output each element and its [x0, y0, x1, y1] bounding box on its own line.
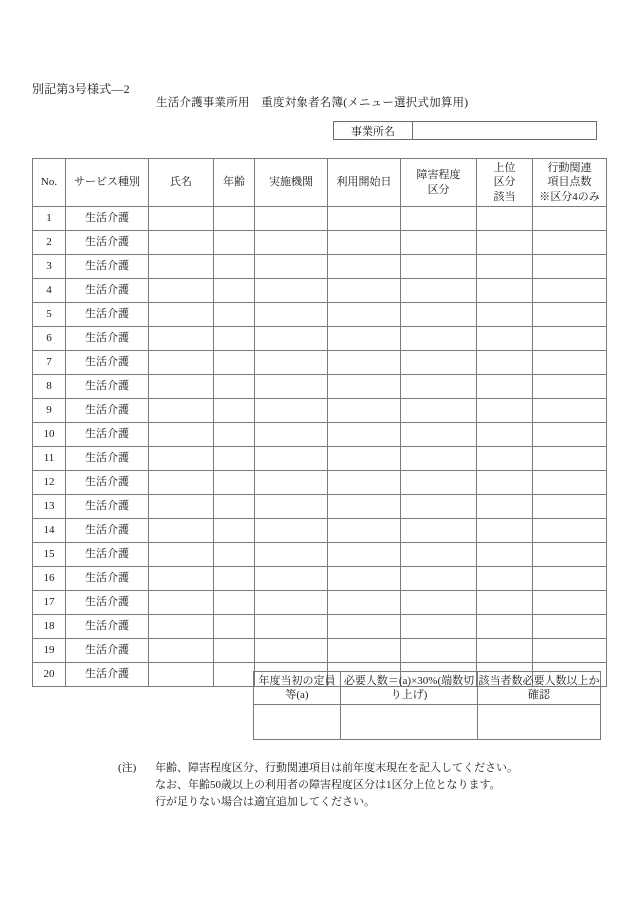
roster-cell-points[interactable] — [533, 639, 607, 663]
summary-col-header-capacity — [254, 672, 341, 705]
table-row — [33, 591, 607, 615]
table-row — [33, 255, 607, 279]
roster-cell-name[interactable] — [149, 351, 214, 375]
roster-cell-service: 生活介護 — [66, 423, 149, 447]
roster-cell-upper[interactable] — [477, 375, 533, 399]
roster-cell-service: 生活介護 — [66, 231, 149, 255]
roster-table-body — [33, 207, 607, 687]
roster-cell-age[interactable] — [214, 279, 255, 303]
roster-col-header-service: サービス種別 — [66, 159, 149, 207]
summary-cell-required[interactable] — [341, 705, 478, 740]
roster-cell-service: 生活介護 — [66, 255, 149, 279]
roster-cell-start[interactable] — [328, 207, 401, 231]
summary-table-body — [254, 705, 601, 740]
roster-cell-upper[interactable] — [477, 399, 533, 423]
roster-cell-level[interactable] — [401, 231, 477, 255]
roster-cell-age[interactable] — [214, 615, 255, 639]
roster-cell-org[interactable] — [255, 351, 328, 375]
roster-cell-upper[interactable] — [477, 543, 533, 567]
table-row — [33, 639, 607, 663]
summary-col-header-actual — [478, 672, 601, 705]
office-name-label: 事業所名 — [334, 122, 413, 139]
roster-cell-level[interactable] — [401, 639, 477, 663]
roster-cell-start[interactable] — [328, 447, 401, 471]
roster-col-header-upper-line: 該当 — [493, 190, 516, 203]
roster-cell-age[interactable] — [214, 639, 255, 663]
table-row — [33, 399, 607, 423]
roster-cell-level[interactable] — [401, 495, 477, 519]
roster-cell-name[interactable] — [149, 591, 214, 615]
note-line — [118, 760, 518, 777]
roster-cell-age[interactable] — [214, 231, 255, 255]
roster-cell-no: 18 — [33, 615, 66, 639]
roster-cell-no: 19 — [33, 639, 66, 663]
roster-cell-name[interactable] — [149, 615, 214, 639]
roster-cell-upper[interactable] — [477, 327, 533, 351]
roster-cell-start[interactable] — [328, 255, 401, 279]
note-text: 年齢、障害程度区分、行動関連項目は前年度末現在を記入してください。 — [155, 762, 518, 774]
roster-cell-no: 1 — [33, 207, 66, 231]
roster-cell-org[interactable] — [255, 231, 328, 255]
roster-cell-no: 3 — [33, 255, 66, 279]
office-name-field — [333, 121, 597, 140]
roster-cell-points[interactable] — [533, 303, 607, 327]
roster-cell-points[interactable] — [533, 399, 607, 423]
roster-cell-start[interactable] — [328, 279, 401, 303]
roster-cell-service: 生活介護 — [66, 279, 149, 303]
roster-cell-no: 5 — [33, 303, 66, 327]
roster-cell-org[interactable] — [255, 207, 328, 231]
roster-cell-start[interactable] — [328, 375, 401, 399]
summary-col-header-required-line: 必要人数＝(a)×30% — [343, 674, 438, 687]
roster-cell-service: 生活介護 — [66, 567, 149, 591]
roster-cell-points[interactable] — [533, 375, 607, 399]
summary-table — [253, 671, 601, 740]
roster-cell-upper[interactable] — [477, 615, 533, 639]
roster-cell-no: 2 — [33, 231, 66, 255]
roster-cell-name[interactable] — [149, 279, 214, 303]
table-row — [33, 231, 607, 255]
roster-cell-service: 生活介護 — [66, 447, 149, 471]
roster-cell-name[interactable] — [149, 495, 214, 519]
summary-col-header-actual-line: 必要人数以上か確認 — [522, 674, 600, 701]
roster-cell-start[interactable] — [328, 423, 401, 447]
roster-cell-upper[interactable] — [477, 255, 533, 279]
roster-cell-org[interactable] — [255, 615, 328, 639]
roster-cell-start[interactable] — [328, 591, 401, 615]
office-name-input[interactable] — [413, 122, 596, 139]
roster-cell-points[interactable] — [533, 471, 607, 495]
roster-cell-no: 20 — [33, 663, 66, 687]
roster-cell-points[interactable] — [533, 351, 607, 375]
note-line — [118, 777, 518, 794]
roster-cell-name[interactable] — [149, 327, 214, 351]
roster-col-header-name: 氏名 — [149, 159, 214, 207]
roster-col-header-org: 実施機関 — [255, 159, 328, 207]
roster-header-row — [33, 159, 607, 207]
roster-cell-age[interactable] — [214, 423, 255, 447]
summary-col-header-required-line: (端数切り上げ) — [390, 674, 475, 701]
roster-col-header-level — [401, 159, 477, 207]
roster-cell-upper[interactable] — [477, 519, 533, 543]
roster-cell-age[interactable] — [214, 351, 255, 375]
roster-cell-service: 生活介護 — [66, 375, 149, 399]
roster-cell-org[interactable] — [255, 327, 328, 351]
roster-cell-no: 11 — [33, 447, 66, 471]
roster-cell-start[interactable] — [328, 615, 401, 639]
roster-cell-service: 生活介護 — [66, 399, 149, 423]
form-code: 別記第3号様式―2 — [32, 82, 130, 96]
roster-cell-service: 生活介護 — [66, 327, 149, 351]
roster-cell-age[interactable] — [214, 567, 255, 591]
roster-cell-points[interactable] — [533, 447, 607, 471]
roster-cell-no: 17 — [33, 591, 66, 615]
summary-col-header-capacity-line: 定員等(a) — [285, 674, 336, 701]
roster-col-header-age: 年齢 — [214, 159, 255, 207]
roster-cell-org[interactable] — [255, 591, 328, 615]
roster-col-header-points-line: 項目点数 — [547, 176, 592, 189]
roster-cell-org[interactable] — [255, 639, 328, 663]
roster-cell-name[interactable] — [149, 471, 214, 495]
roster-cell-upper[interactable] — [477, 495, 533, 519]
roster-cell-no: 12 — [33, 471, 66, 495]
roster-cell-name[interactable] — [149, 207, 214, 231]
roster-col-header-points-line: 行動関連 — [547, 162, 592, 175]
roster-cell-level[interactable] — [401, 255, 477, 279]
roster-cell-points[interactable] — [533, 591, 607, 615]
summary-cell-actual[interactable] — [478, 705, 601, 740]
roster-cell-level[interactable] — [401, 327, 477, 351]
roster-cell-name[interactable] — [149, 663, 214, 687]
table-row — [33, 303, 607, 327]
roster-cell-upper[interactable] — [477, 471, 533, 495]
roster-cell-name[interactable] — [149, 519, 214, 543]
roster-cell-org[interactable] — [255, 471, 328, 495]
roster-cell-no: 15 — [33, 543, 66, 567]
roster-col-header-points — [533, 159, 607, 207]
roster-cell-org[interactable] — [255, 375, 328, 399]
roster-cell-start[interactable] — [328, 231, 401, 255]
roster-cell-upper[interactable] — [477, 279, 533, 303]
roster-cell-start[interactable] — [328, 471, 401, 495]
roster-cell-org[interactable] — [255, 423, 328, 447]
roster-cell-upper[interactable] — [477, 447, 533, 471]
roster-cell-points[interactable] — [533, 327, 607, 351]
table-row — [33, 519, 607, 543]
roster-cell-level[interactable] — [401, 447, 477, 471]
table-row — [33, 327, 607, 351]
roster-cell-org[interactable] — [255, 495, 328, 519]
roster-cell-level[interactable] — [401, 399, 477, 423]
roster-cell-name[interactable] — [149, 567, 214, 591]
roster-col-header-upper-line: 上位 — [493, 162, 516, 175]
roster-cell-service: 生活介護 — [66, 639, 149, 663]
roster-cell-start[interactable] — [328, 639, 401, 663]
summary-table-header — [254, 672, 601, 705]
roster-cell-points[interactable] — [533, 495, 607, 519]
roster-cell-upper[interactable] — [477, 231, 533, 255]
roster-cell-points[interactable] — [533, 255, 607, 279]
table-row — [33, 567, 607, 591]
roster-cell-start[interactable] — [328, 567, 401, 591]
roster-cell-points[interactable] — [533, 231, 607, 255]
roster-cell-level[interactable] — [401, 471, 477, 495]
roster-cell-upper[interactable] — [477, 567, 533, 591]
note-text: 行が足りない場合は適宜追加してください。 — [155, 796, 375, 808]
roster-cell-no: 16 — [33, 567, 66, 591]
roster-cell-start[interactable] — [328, 327, 401, 351]
summary-col-header-actual-line: 該当者数 — [478, 674, 523, 687]
roster-table-header — [33, 159, 607, 207]
roster-cell-level[interactable] — [401, 543, 477, 567]
roster-cell-org[interactable] — [255, 447, 328, 471]
roster-cell-name[interactable] — [149, 447, 214, 471]
roster-cell-name[interactable] — [149, 423, 214, 447]
note-marker: (注) — [118, 762, 137, 774]
roster-cell-age[interactable] — [214, 663, 255, 687]
roster-cell-age[interactable] — [214, 399, 255, 423]
roster-cell-start[interactable] — [328, 351, 401, 375]
roster-cell-age[interactable] — [214, 495, 255, 519]
roster-cell-service: 生活介護 — [66, 471, 149, 495]
roster-cell-age[interactable] — [214, 303, 255, 327]
roster-cell-upper[interactable] — [477, 639, 533, 663]
summary-header-row — [254, 672, 601, 705]
roster-cell-start[interactable] — [328, 495, 401, 519]
table-row — [33, 543, 607, 567]
roster-cell-org[interactable] — [255, 279, 328, 303]
roster-cell-age[interactable] — [214, 519, 255, 543]
roster-col-header-level-line: 障害程度 — [416, 169, 461, 182]
roster-cell-name[interactable] — [149, 375, 214, 399]
roster-cell-name[interactable] — [149, 303, 214, 327]
roster-cell-points[interactable] — [533, 615, 607, 639]
roster-cell-points[interactable] — [533, 519, 607, 543]
roster-cell-points[interactable] — [533, 567, 607, 591]
table-row — [33, 375, 607, 399]
summary-data-row — [254, 705, 601, 740]
roster-cell-level[interactable] — [401, 207, 477, 231]
summary-col-header-required — [341, 672, 478, 705]
roster-cell-points[interactable] — [533, 543, 607, 567]
roster-cell-points[interactable] — [533, 279, 607, 303]
roster-cell-no: 6 — [33, 327, 66, 351]
roster-cell-no: 14 — [33, 519, 66, 543]
note-text: なお、年齢50歳以上の利用者の障害程度区分は1区分上位となります。 — [155, 779, 501, 791]
roster-cell-age[interactable] — [214, 591, 255, 615]
roster-cell-level[interactable] — [401, 567, 477, 591]
summary-col-header-capacity-line: 年度当初の — [258, 674, 314, 687]
roster-col-header-start: 利用開始日 — [328, 159, 401, 207]
roster-cell-no: 4 — [33, 279, 66, 303]
roster-cell-org[interactable] — [255, 567, 328, 591]
roster-cell-level[interactable] — [401, 615, 477, 639]
roster-cell-org[interactable] — [255, 303, 328, 327]
roster-cell-org[interactable] — [255, 255, 328, 279]
roster-cell-org[interactable] — [255, 543, 328, 567]
roster-cell-start[interactable] — [328, 303, 401, 327]
roster-cell-points[interactable] — [533, 207, 607, 231]
table-row — [33, 207, 607, 231]
roster-cell-service: 生活介護 — [66, 207, 149, 231]
roster-cell-upper[interactable] — [477, 423, 533, 447]
roster-cell-points[interactable] — [533, 423, 607, 447]
roster-cell-level[interactable] — [401, 375, 477, 399]
roster-cell-no: 8 — [33, 375, 66, 399]
table-row — [33, 447, 607, 471]
roster-cell-age[interactable] — [214, 471, 255, 495]
roster-cell-upper[interactable] — [477, 351, 533, 375]
note-line — [118, 794, 518, 811]
roster-cell-name[interactable] — [149, 231, 214, 255]
table-row — [33, 615, 607, 639]
roster-cell-level[interactable] — [401, 279, 477, 303]
roster-cell-age[interactable] — [214, 375, 255, 399]
table-row — [33, 279, 607, 303]
roster-cell-upper[interactable] — [477, 303, 533, 327]
roster-cell-service: 生活介護 — [66, 615, 149, 639]
roster-cell-level[interactable] — [401, 423, 477, 447]
roster-cell-service: 生活介護 — [66, 351, 149, 375]
roster-cell-name[interactable] — [149, 399, 214, 423]
roster-col-header-level-line: 区分 — [427, 183, 450, 196]
roster-cell-start[interactable] — [328, 399, 401, 423]
roster-cell-age[interactable] — [214, 543, 255, 567]
roster-cell-name[interactable] — [149, 543, 214, 567]
roster-cell-age[interactable] — [214, 447, 255, 471]
summary-cell-capacity[interactable] — [254, 705, 341, 740]
roster-col-header-no: No. — [33, 159, 66, 207]
roster-cell-no: 7 — [33, 351, 66, 375]
roster-cell-age[interactable] — [214, 327, 255, 351]
roster-cell-level[interactable] — [401, 303, 477, 327]
roster-cell-age[interactable] — [214, 255, 255, 279]
notes-block — [118, 760, 518, 811]
roster-cell-org[interactable] — [255, 519, 328, 543]
roster-col-header-points-line: ※区分4のみ — [539, 190, 600, 203]
table-row — [33, 471, 607, 495]
roster-cell-level[interactable] — [401, 591, 477, 615]
roster-cell-start[interactable] — [328, 543, 401, 567]
roster-cell-no: 9 — [33, 399, 66, 423]
roster-cell-service: 生活介護 — [66, 543, 149, 567]
roster-cell-service: 生活介護 — [66, 495, 149, 519]
roster-cell-service: 生活介護 — [66, 591, 149, 615]
roster-cell-org[interactable] — [255, 399, 328, 423]
roster-cell-age[interactable] — [214, 207, 255, 231]
roster-cell-no: 10 — [33, 423, 66, 447]
roster-cell-service: 生活介護 — [66, 519, 149, 543]
roster-cell-upper[interactable] — [477, 591, 533, 615]
table-row — [33, 423, 607, 447]
roster-col-header-upper-line: 区分 — [493, 176, 516, 189]
roster-col-header-upper — [477, 159, 533, 207]
roster-cell-service: 生活介護 — [66, 663, 149, 687]
roster-cell-upper[interactable] — [477, 207, 533, 231]
roster-table — [32, 158, 607, 687]
roster-cell-name[interactable] — [149, 639, 214, 663]
roster-cell-name[interactable] — [149, 255, 214, 279]
table-row — [33, 351, 607, 375]
roster-cell-level[interactable] — [401, 351, 477, 375]
roster-cell-no: 13 — [33, 495, 66, 519]
roster-cell-start[interactable] — [328, 519, 401, 543]
table-row — [33, 495, 607, 519]
roster-cell-level[interactable] — [401, 519, 477, 543]
page-title: 生活介護事業所用 重度対象者名簿(メニュー選択式加算用) — [156, 97, 469, 109]
roster-cell-service: 生活介護 — [66, 303, 149, 327]
